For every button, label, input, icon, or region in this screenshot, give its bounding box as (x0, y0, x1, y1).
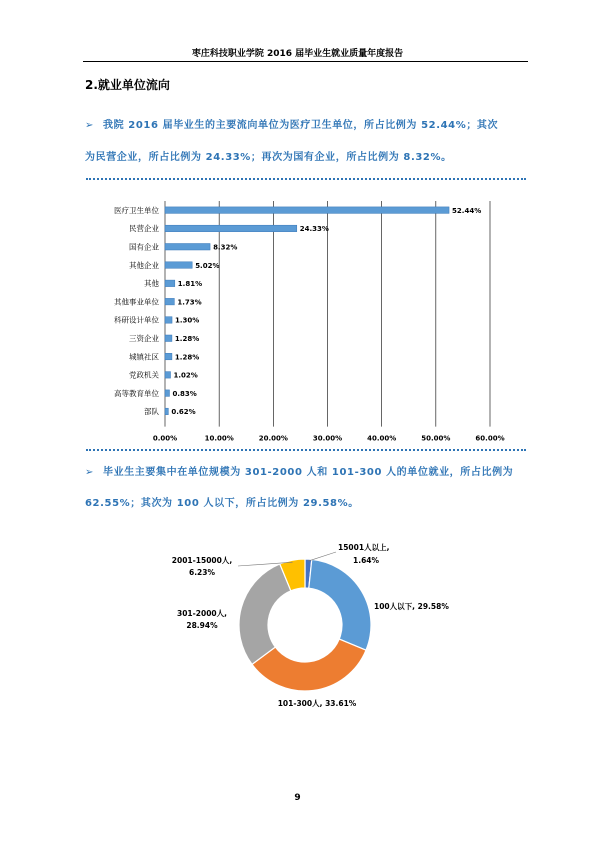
paragraph-2-line-1 (85, 463, 525, 478)
divider-top (86, 178, 526, 180)
data-label: 0.62% (171, 408, 196, 417)
category-label: 科研设计单位 (114, 315, 159, 325)
category-label: 其他事业单位 (114, 297, 159, 307)
category-label: 城镇社区 (129, 352, 159, 362)
bar (165, 225, 297, 232)
section-title: 2.就业单位流向 (85, 78, 170, 92)
x-tick-label: 50.00% (421, 434, 451, 443)
bar (165, 408, 168, 415)
data-label: 52.44% (452, 206, 482, 215)
data-label: 1.81% (177, 280, 203, 289)
slice-label: 101-300人, 33.61% (277, 699, 357, 708)
data-label: 24.33% (299, 225, 329, 234)
slice-label: 1.64% (353, 556, 380, 565)
bar (165, 244, 210, 251)
paragraph-2-text-1: 毕业生主要集中在单位规模为 301-2000 人和 101-300 人的单位就业，所占比例为 (103, 467, 514, 478)
category-label: 其他 (144, 279, 159, 289)
bar (165, 353, 172, 360)
category-label: 医疗卫生单位 (114, 205, 159, 215)
data-label: 8.32% (213, 243, 238, 252)
x-tick-label: 10.00% (204, 434, 234, 443)
bar (165, 262, 192, 269)
slice-label: 28.94% (186, 621, 218, 630)
bar (165, 317, 172, 324)
leader-line (308, 552, 336, 561)
bar (165, 390, 169, 397)
bar-chart (85, 195, 525, 445)
data-label: 1.02% (173, 371, 198, 380)
page-number: 9 (294, 793, 301, 803)
bar (165, 298, 174, 305)
donut-slice (239, 564, 291, 664)
x-tick-label: 60.00% (475, 434, 505, 443)
category-label: 民营企业 (129, 224, 159, 234)
paragraph-1-line-1 (85, 116, 525, 131)
slice-label: 301-2000人, (177, 609, 227, 618)
x-tick-label: 30.00% (312, 434, 343, 443)
page-header: 枣庄科技职业学院 2016 届毕业生就业质量年度报告 (191, 49, 404, 59)
slice-label: 6.23% (188, 568, 216, 577)
data-label: 1.73% (177, 298, 202, 307)
bar (165, 280, 175, 287)
paragraph-1-text-1: 我院 2016 届毕业生的主要流向单位为医疗卫生单位，所占比例为 52.44%；其次 (103, 120, 499, 131)
category-label: 国有企业 (129, 242, 159, 252)
donut-slice (309, 559, 371, 650)
data-label: 5.02% (195, 261, 220, 270)
header-rule (83, 61, 528, 62)
donut-chart (160, 530, 460, 720)
data-label: 1.28% (174, 335, 200, 343)
arrow-bullet-icon: ➢ (85, 120, 94, 131)
divider-middle (86, 449, 526, 451)
paragraph-2-line-2: 62.55%；其次为 100 人以下，所占比例为 29.58%。 (85, 498, 359, 509)
x-tick-label: 0.00% (152, 434, 178, 443)
x-tick-label: 20.00% (258, 434, 288, 443)
arrow-bullet-icon: ➢ (85, 467, 94, 478)
slice-label: 15001人以上, (338, 543, 390, 552)
data-label: 1.30% (175, 316, 200, 325)
data-label: 0.83% (172, 389, 197, 398)
bar (165, 207, 449, 214)
category-label: 其他企业 (129, 260, 159, 270)
category-label: 部队 (144, 407, 159, 417)
category-label: 党政机关 (129, 370, 159, 380)
category-label: 高等教育单位 (114, 388, 159, 398)
slice-label: 100人以下, 29.58% (374, 602, 449, 611)
slice-label: 2001-15000人, (171, 556, 233, 565)
category-label: 三资企业 (129, 334, 159, 343)
x-tick-label: 40.00% (367, 434, 397, 443)
data-label: 1.28% (174, 353, 200, 362)
paragraph-1-line-2: 为民营企业，所占比例为 24.33%；再次为国有企业，所占比例为 8.32%。 (85, 152, 452, 163)
bar (165, 372, 171, 379)
bar (165, 335, 172, 342)
